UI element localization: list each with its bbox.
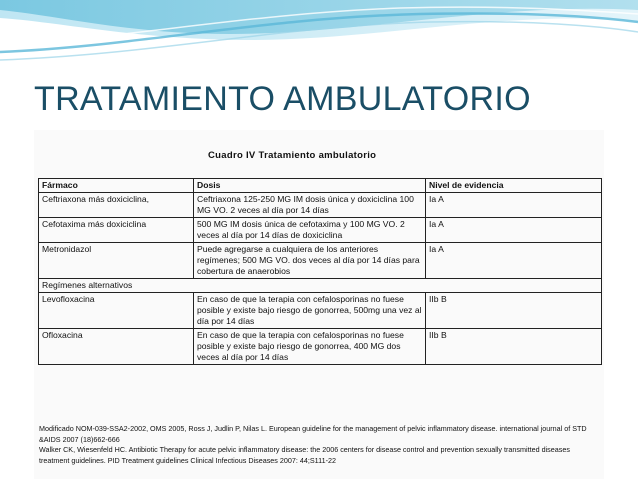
table-row <box>39 193 602 218</box>
reference-item: Modificado NOM-039-SSA2-2002, OMS 2005, Ross J, Judlin P, Nilas L. European guideline for the management of pelvic inflammatory disease. international journal of STD &AIDS 2007 (18)662-666 <box>39 424 587 444</box>
evidence-cell: IIb B <box>426 329 602 365</box>
decorative-wave-banner <box>0 0 638 75</box>
drug-cell: Ceftriaxona más doxiciclina, <box>39 193 194 218</box>
drug-cell: Levofloxacina <box>39 293 194 329</box>
drug-cell: Cefotaxima más doxiciclina <box>39 218 194 243</box>
evidence-cell: IIb B <box>426 293 602 329</box>
references <box>39 424 599 466</box>
table-row <box>39 293 602 329</box>
reference-item: Walker CK, Wiesenfeld HC. Antibiotic Therapy for acute pelvic inflammatory disease: the 2006 centers for disease control and prevention sexually transmitted diseases treatment guidelines. PID Treatment guidelines Clinical Infectious Diseases 2007: 44;S111-22 <box>39 445 570 465</box>
evidence-cell: Ia A <box>426 218 602 243</box>
treatment-document <box>34 130 604 479</box>
header-drug: Fármaco <box>39 179 194 193</box>
drug-cell: Metronidazol <box>39 243 194 279</box>
header-dose: Dosis <box>194 179 426 193</box>
evidence-cell: Ia A <box>426 243 602 279</box>
table-header-row <box>39 179 602 193</box>
section-label: Regímenes alternativos <box>39 279 602 293</box>
section-row <box>39 279 602 293</box>
table-row <box>39 243 602 279</box>
dose-cell: En caso de que la terapia con cefalosporinas no fuese posible y existe bajo riesgo de gonorrea, 400 MG dos veces al día por 14 días <box>194 329 426 365</box>
dose-cell: En caso de que la terapia con cefalosporinas no fuese posible y existe bajo riesgo de gonorrea, 500mg una vez al día por 14 días <box>194 293 426 329</box>
evidence-cell: Ia A <box>426 193 602 218</box>
table-caption: Cuadro IV Tratamiento ambulatorio <box>208 150 377 161</box>
drug-cell: Ofloxacina <box>39 329 194 365</box>
header-evidence: Nivel de evidencia <box>426 179 602 193</box>
table-row <box>39 329 602 365</box>
table-row <box>39 218 602 243</box>
dose-cell: 500 MG IM dosis única de cefotaxima y 100 MG VO. 2 veces al día por 14 días de doxiciclina <box>194 218 426 243</box>
dose-cell: Puede agregarse a cualquiera de los anteriores regímenes; 500 MG VO. dos veces al día por 14 días para cobertura de anaerobios <box>194 243 426 279</box>
dose-cell: Ceftriaxona 125-250 MG IM dosis única y doxiciclina 100 MG VO. 2 veces al día por 14 días <box>194 193 426 218</box>
treatment-table <box>38 178 602 365</box>
slide-title: TRATAMIENTO AMBULATORIO <box>34 80 531 118</box>
